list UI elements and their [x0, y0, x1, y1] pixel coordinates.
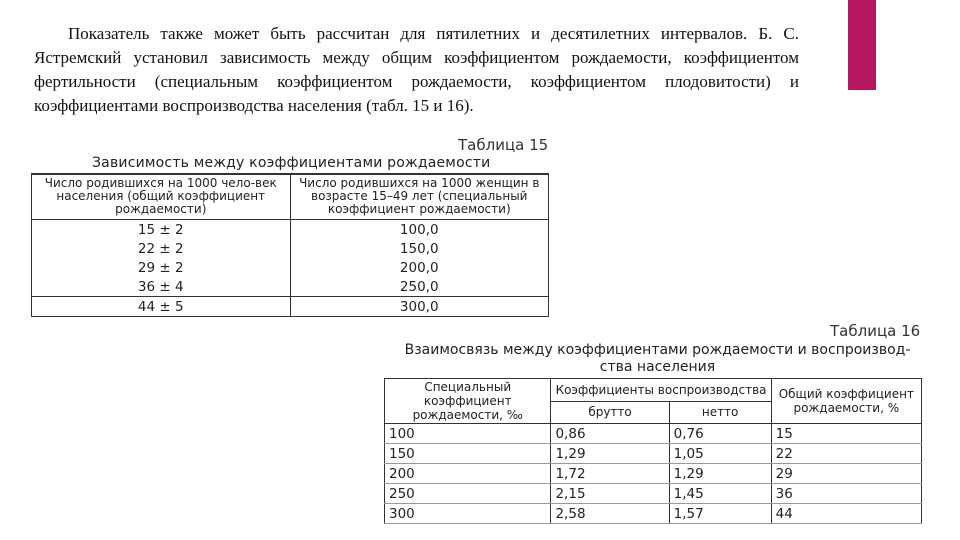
table16-cell: 1,29 — [551, 444, 669, 464]
table-row — [32, 277, 549, 297]
table16-cell: 200 — [385, 464, 551, 484]
table16-cell: 0,86 — [551, 424, 669, 444]
table16-header-special-rate: Специальный коэффициент рождаемости, ‰ — [385, 379, 551, 424]
table16 — [384, 378, 922, 524]
table16-header-general-rate: Общий коэффициент рождаемости, % — [771, 379, 921, 424]
table-row — [32, 297, 549, 317]
table16-cell: 1,29 — [669, 464, 771, 484]
table-row — [32, 239, 549, 258]
table16-title: Взаимосвязь между коэффициентами рождаемости и воспроизвод-ства населения — [404, 342, 911, 375]
table16-cell: 2,15 — [551, 484, 669, 504]
table15-header-row — [32, 174, 549, 220]
table16-cell: 15 — [771, 424, 921, 444]
table-row — [385, 504, 922, 524]
table16-cell: 2,58 — [551, 504, 669, 524]
table15-cell: 250,0 — [290, 277, 549, 297]
table15-header-2: Число родившихся на 1000 женщин в возрасте 15–49 лет (специальный коэффициент рождаемости) — [290, 174, 549, 220]
table16-cell: 150 — [385, 444, 551, 464]
table-row — [385, 444, 922, 464]
table16-cell: 100 — [385, 424, 551, 444]
table15-title: Зависимость между коэффициентами рождаемости — [92, 155, 491, 171]
table15-number: Таблица 15 — [458, 136, 549, 154]
table-row — [385, 424, 922, 444]
table16-header-reproduction: Коэффициенты воспроизводства — [551, 379, 771, 402]
table16-header-netto: нетто — [669, 401, 771, 424]
table16-cell: 300 — [385, 504, 551, 524]
table16-cell: 44 — [771, 504, 921, 524]
body-paragraph — [34, 22, 799, 118]
table16-cell: 1,05 — [669, 444, 771, 464]
table15-header-1: Число родившихся на 1000 чело-век населения (общий коэффициент рождаемости) — [32, 174, 291, 220]
table15-cell: 100,0 — [290, 220, 549, 240]
accent-bar — [848, 0, 876, 90]
table16-number: Таблица 16 — [830, 322, 921, 340]
table15-cell: 36 ± 4 — [32, 277, 291, 297]
paragraph-text: Показатель также может быть рассчитан для пятилетних и десятилетних интервалов. Б. С. Ястремский установил зависимость между общим коэффициентом рождаемости, коэффициентом фертильности (специальным коэффициентом рождаемости, коэффициентом плодовитости) и коэффициентами воспроизводства населения (табл. 15 и 16). — [34, 24, 799, 115]
table16-cell: 29 — [771, 464, 921, 484]
table16-cell: 1,72 — [551, 464, 669, 484]
table-row — [32, 258, 549, 277]
table15-cell: 44 ± 5 — [32, 297, 291, 317]
table-row — [32, 220, 549, 240]
table16-cell: 36 — [771, 484, 921, 504]
table16-cell: 250 — [385, 484, 551, 504]
table16-cell: 22 — [771, 444, 921, 464]
table15-cell: 15 ± 2 — [32, 220, 291, 240]
table16-cell: 1,57 — [669, 504, 771, 524]
table15-cell: 29 ± 2 — [32, 258, 291, 277]
table15-cell: 150,0 — [290, 239, 549, 258]
table-row — [385, 464, 922, 484]
table15-cell: 200,0 — [290, 258, 549, 277]
table-row — [385, 484, 922, 504]
table16-cell: 1,45 — [669, 484, 771, 504]
table16-header-brutto: брутто — [551, 401, 669, 424]
table15-cell: 300,0 — [290, 297, 549, 317]
table16-cell: 0,76 — [669, 424, 771, 444]
table16-header-row — [385, 379, 922, 402]
table15 — [31, 173, 549, 317]
table15-cell: 22 ± 2 — [32, 239, 291, 258]
